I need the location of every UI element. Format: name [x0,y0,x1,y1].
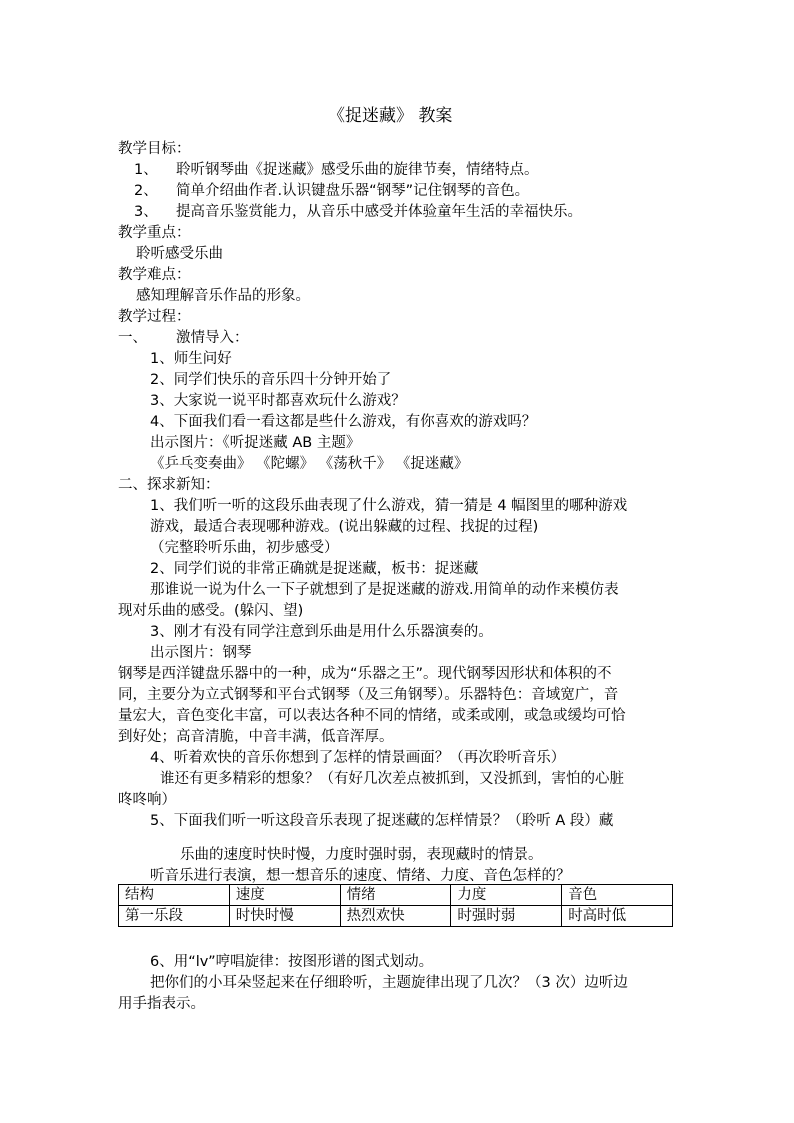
page-title: 《捉迷藏》 教案 [328,106,453,126]
table-cell: 时强时弱 [451,906,562,927]
difficulty-heading: 教学难点： [118,267,191,283]
part2-line: 2、同学们说的非常正确就是捉迷藏，板书：捉迷藏 [150,561,479,577]
table-header-row [119,885,673,906]
goal-number: 3、 [134,204,158,220]
goal-text: 简单介绍曲作者.认识键盘乐器“钢琴”记住钢琴的音色。 [176,183,530,199]
part2-line: 钢琴是西洋键盘乐器中的一种，成为“乐器之王”。现代钢琴因形状和体积的不 [118,666,612,682]
goal-text: 聆听钢琴曲《捉迷藏》感受乐曲的旋律节奏，情绪特点。 [176,162,539,178]
part2-line: 出示图片：钢琴 [150,645,252,661]
part1-title: 激情导入： [176,330,249,346]
difficulty-text: 感知理解音乐作品的形象。 [136,288,310,304]
goal-text: 提高音乐鉴赏能力，从音乐中感受并体验童年生活的幸福快乐。 [176,204,582,220]
part2-line: 游戏，最适合表现哪种游戏。(说出躲藏的过程、找捉的过程) [150,519,539,535]
table-header-cell: 速度 [229,885,340,906]
part2-title: 二、探求新知： [118,477,220,493]
part2-line: 3、刚才有没有同学注意到乐曲是用什么乐器演奏的。 [150,624,493,640]
part1-line: 1、师生问好 [150,351,232,367]
table-header-cell: 结构 [119,885,230,906]
after-table-line: 6、用“lv”哼唱旋律：按图形谱的图式划动。 [150,954,434,970]
goal-number: 1、 [134,162,158,178]
goals-heading: 教学目标： [118,141,191,157]
part2-line: 量宏大，音色变化丰富，可以表达各种不同的情绪，或柔或刚，或急或缓均可恰 [118,708,626,724]
goal-number: 2、 [134,183,158,199]
after-table-line: 把你们的小耳朵竖起来在仔细聆听，主题旋律出现了几次？（3 次）边听边 [150,975,628,991]
table-header-cell: 情绪 [340,885,451,906]
part2-line: 谁还有更多精彩的想象？（有好几次差点被抓到，又没抓到，害怕的心脏 [160,771,624,787]
table-cell: 热烈欢快 [340,906,451,927]
part1-line: 2、同学们快乐的音乐四十分钟开始了 [150,372,392,388]
part1-line: 出示图片：《听捉迷藏 AB 主题》 [150,435,361,451]
key-point-heading: 教学重点： [118,225,191,241]
part2-line: 5、下面我们听一听这段音乐表现了捉迷藏的怎样情景？（聆听 A 段）藏 [150,813,614,829]
music-analysis-table [118,884,673,927]
part1-line: 《乒乓变奏曲》 《陀螺》 《荡秋千》 《捉迷藏》 [150,456,469,472]
table-row [119,906,673,927]
after-table-line: 用手指表示。 [118,996,205,1012]
table-cell: 时快时慢 [229,906,340,927]
table-cell: 第一乐段 [119,906,230,927]
table-header-cell: 音色 [562,885,673,906]
part2-line: 那谁说一说为什么一下子就想到了是捉迷藏的游戏.用简单的动作来模仿表 [150,582,619,598]
key-point-text: 聆听感受乐曲 [136,246,223,262]
part1-line: 3、大家说一说平时都喜欢玩什么游戏？ [150,393,406,409]
part1-number: 一、 [118,330,147,346]
part2-line: 同，主要分为立式钢琴和平台式钢琴（及三角钢琴）。乐器特色：音域宽广，音 [118,687,619,703]
part2-line: 4、听着欢快的音乐你想到了怎样的情景画面？（再次聆听音乐） [150,750,566,766]
part2-line: 1、我们听一听的这段乐曲表现了什么游戏，猜一猜是 4 幅图里的哪种游戏 [150,498,628,514]
part2-line: 听音乐进行表演，想一想音乐的速度、情绪、力度、音色怎样的？ [150,868,571,884]
part2-line: 到好处；高音清脆，中音丰满，低音浑厚。 [118,729,394,745]
table-cell: 时高时低 [562,906,673,927]
part2-line: （完整聆听乐曲，初步感受） [150,540,339,556]
process-heading: 教学过程： [118,309,191,325]
part2-line: 乐曲的速度时快时慢，力度时强时弱，表现藏时的情景。 [180,847,543,863]
part2-line: 现对乐曲的感受。(躲闪、望) [118,603,304,619]
part2-line: 咚咚响） [118,792,176,808]
part1-line: 4、下面我们看一看这都是些什么游戏，有你喜欢的游戏吗？ [150,414,537,430]
table-header-cell: 力度 [451,885,562,906]
